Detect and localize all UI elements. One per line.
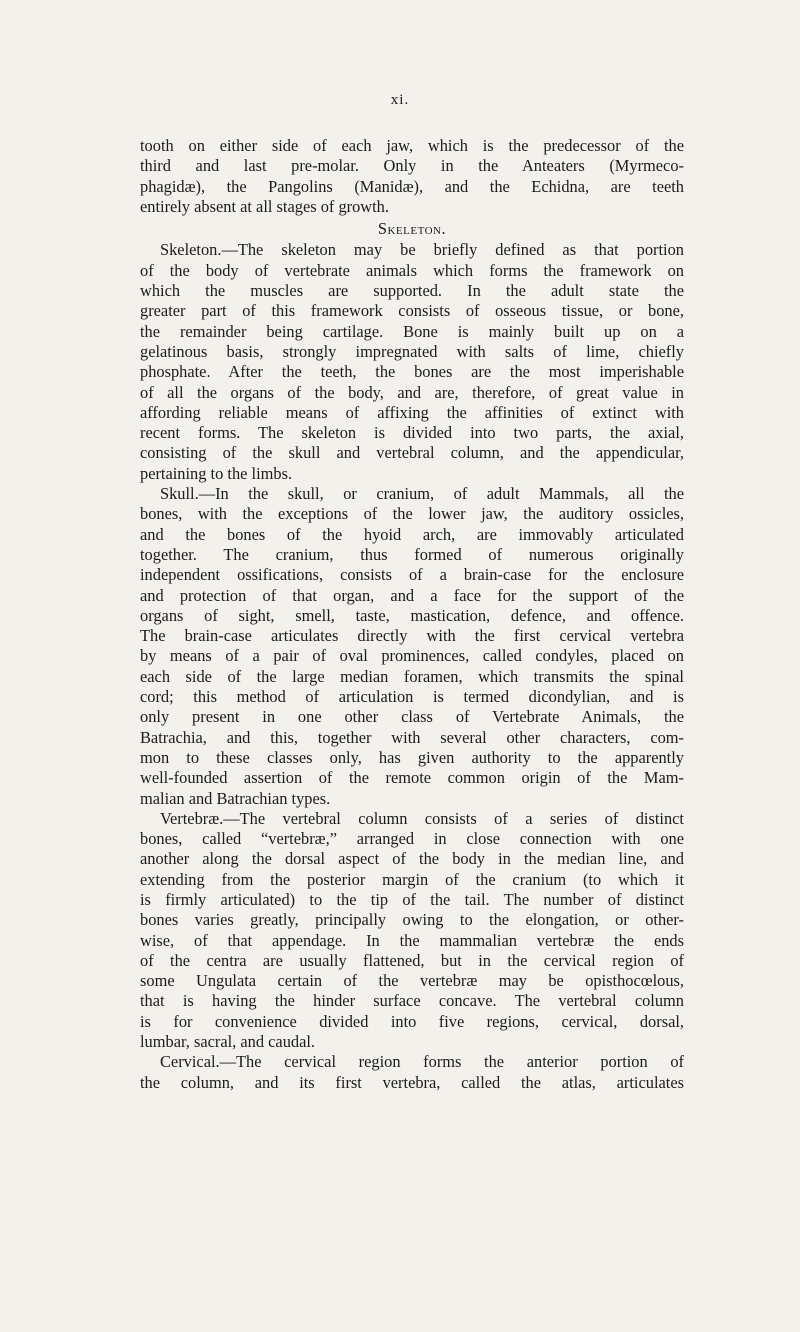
page-text bbox=[140, 136, 684, 1093]
text-line: together. The cranium, thus formed of numerous originally bbox=[140, 544, 684, 564]
text-line: wise, of that appendage. In the mammalian vertebræ the ends bbox=[140, 930, 684, 950]
text-line: phagidæ), the Pangolins (Manidæ), and the Echidna, are teeth bbox=[140, 176, 684, 196]
text-line: Vertebræ.—The vertebral column consists of a series of distinct bbox=[160, 808, 684, 828]
text-line: of the centra are usually flattened, but in the cervical region of bbox=[140, 950, 684, 970]
text-line: cord; this method of articulation is termed dicondylian, and is bbox=[140, 687, 684, 707]
text-line: Skull.—In the skull, or cranium, of adult Mammals, all the bbox=[160, 484, 684, 504]
text-line: extending from the posterior margin of the cranium (to which it bbox=[140, 869, 684, 889]
text-line: independent ossifications, consists of a brain-case for the enclosure bbox=[140, 565, 684, 585]
text-line: of all the organs of the body, and are, therefore, of great value in bbox=[140, 382, 684, 402]
text-line: organs of sight, smell, taste, mastication, defence, and offence. bbox=[140, 605, 684, 625]
text-line: the remainder being cartilage. Bone is mainly built up on a bbox=[140, 321, 684, 341]
section-heading: Skeleton. bbox=[377, 219, 447, 239]
text-line: Cervical.—The cervical region forms the anterior portion of bbox=[160, 1052, 684, 1072]
text-line: only present in one other class of Vertebrate Animals, the bbox=[140, 707, 684, 727]
text-line: is for convenience divided into five regions, cervical, dorsal, bbox=[140, 1011, 684, 1031]
text-line: Batrachia, and this, together with several other characters, com- bbox=[140, 727, 684, 747]
text-line: is firmly articulated) to the tip of the tail. The number of distinct bbox=[140, 889, 684, 909]
text-line: which the muscles are supported. In the adult state the bbox=[140, 281, 684, 301]
text-line: affording reliable means of affixing the affinities of extinct with bbox=[140, 402, 684, 422]
text-line: greater part of this framework consists of osseous tissue, or bone, bbox=[140, 301, 684, 321]
text-line: pertaining to the limbs. bbox=[140, 463, 293, 483]
text-line: third and last pre-molar. Only in the Anteaters (Myrmeco- bbox=[140, 156, 684, 176]
text-line: bones, with the exceptions of the lower jaw, the auditory ossicles, bbox=[140, 504, 684, 524]
text-line: and protection of that organ, and a face for the support of the bbox=[140, 585, 684, 605]
text-line: Skeleton.—The skeleton may be briefly defined as that portion bbox=[160, 240, 684, 260]
text-line: bones, called “vertebræ,” arranged in close connection with one bbox=[140, 829, 684, 849]
text-line: another along the dorsal aspect of the body in the median line, and bbox=[140, 849, 684, 869]
text-line: well-founded assertion of the remote common origin of the Mam- bbox=[140, 768, 684, 788]
text-line: bones varies greatly, principally owing to the elongation, or other- bbox=[140, 910, 684, 930]
text-line: that is having the hinder surface concave. The vertebral column bbox=[140, 991, 684, 1011]
text-line: gelatinous basis, strongly impregnated with salts of lime, chiefly bbox=[140, 341, 684, 361]
text-line: phosphate. After the teeth, the bones are the most imperishable bbox=[140, 362, 684, 382]
text-line: recent forms. The skeleton is divided into two parts, the axial, bbox=[140, 423, 684, 443]
intro-paragraph bbox=[140, 136, 684, 217]
text-line: of the body of vertebrate animals which forms the framework on bbox=[140, 260, 684, 280]
text-line: mon to these classes only, has given authority to the apparently bbox=[140, 747, 684, 767]
text-line: The brain-case articulates directly with the first cervical vertebra bbox=[140, 626, 684, 646]
text-line: entirely absent at all stages of growth. bbox=[140, 196, 389, 216]
text-line: the column, and its first vertebra, called the atlas, articulates bbox=[140, 1072, 684, 1092]
body-text bbox=[140, 240, 684, 1092]
text-line: and the bones of the hyoid arch, are immovably articulated bbox=[140, 524, 684, 544]
text-line: tooth on either side of each jaw, which is the predecessor of the bbox=[140, 136, 684, 155]
text-line: some Ungulata certain of the vertebræ may be opisthocœlous, bbox=[140, 971, 684, 991]
text-line: by means of a pair of oval prominences, called condyles, placed on bbox=[140, 646, 684, 666]
text-line: malian and Batrachian types. bbox=[140, 788, 331, 808]
text-line: each side of the large median foramen, which transmits the spinal bbox=[140, 666, 684, 686]
text-line: consisting of the skull and vertebral column, and the appendicular, bbox=[140, 443, 684, 463]
page-number: xi. bbox=[390, 92, 410, 108]
text-line: lumbar, sacral, and caudal. bbox=[140, 1032, 316, 1052]
